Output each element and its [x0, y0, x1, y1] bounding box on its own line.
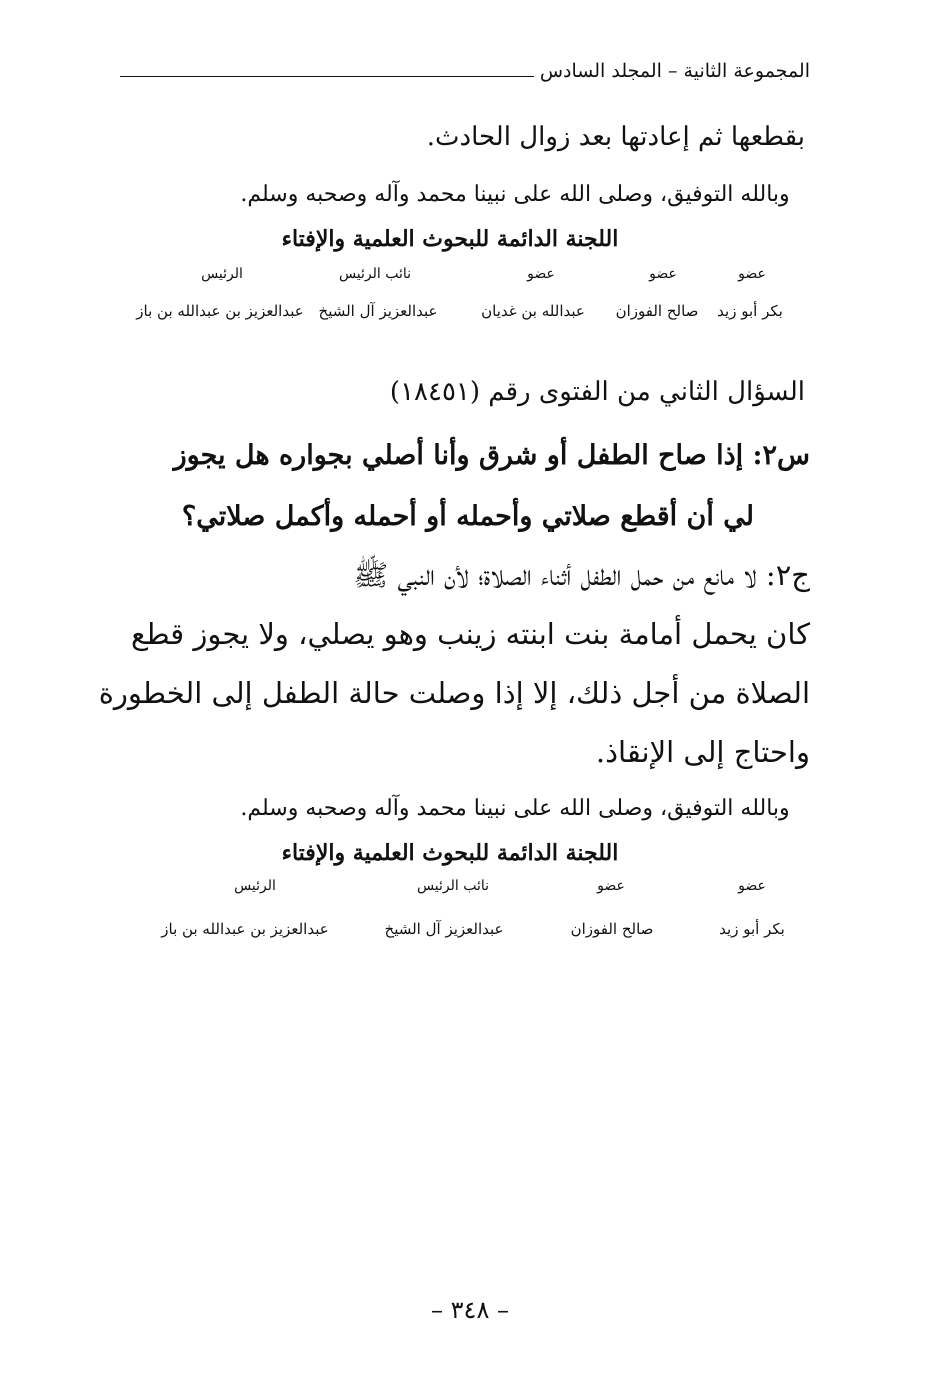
- fatwa2-answer-line-3: الصلاة من أجل ذلك، إلا إذا وصلت حالة الطفل إلى الخطورة: [98, 676, 810, 710]
- fatwa2-signatory-names: [0, 920, 940, 944]
- fatwa2-answer-line-2: كان يحمل أمامة بنت ابنته زينب وهو يصلي، ولا يجوز قطع: [131, 617, 810, 651]
- fatwa1-ending: وبالله التوفيق، وصلى الله على نبينا محمد وآله وصحبه وسلم.: [240, 182, 790, 207]
- fatwa2-role-2: عضو: [597, 878, 625, 894]
- fatwa2-name-2: صالح الفوزان: [570, 920, 654, 938]
- header-rule: [120, 76, 534, 77]
- fatwa1-role-3: عضو: [527, 266, 555, 282]
- fatwa2-question-line-2: لي أن أقطع صلاتي وأحمله أو أحمله وأكمل صلاتي؟: [181, 501, 754, 532]
- fatwa2-role-3: نائب الرئيس: [416, 878, 490, 894]
- fatwa2-heading: السؤال الثاني من الفتوى رقم (١٨٤٥١): [389, 377, 805, 407]
- fatwa1-signatory-names: [0, 302, 940, 326]
- fatwa1-name-4: عبدالعزيز آل الشيخ: [318, 302, 438, 320]
- fatwa2-signatory-roles: [0, 878, 940, 902]
- fatwa2-name-3: عبدالعزيز آل الشيخ: [384, 920, 504, 938]
- fatwa2-role-1: عضو: [738, 878, 766, 894]
- fatwa2-answer-line-4: واحتاج إلى الإنقاذ.: [595, 735, 810, 769]
- fatwa1-role-5: الرئيس: [201, 266, 243, 282]
- fatwa2-answer-line-1: ج٢: لا مانع من حمل الطفل أثناء الصلاة؛ لأن النبي ﷺ: [353, 558, 810, 592]
- fatwa2-role-4: الرئيس: [234, 878, 276, 894]
- fatwa1-name-2: صالح الفوزان: [615, 302, 699, 320]
- fatwa1-name-1: بكر أبو زيد: [717, 302, 783, 320]
- fatwa2-name-4: عبدالعزيز بن عبدالله بن باز: [161, 920, 329, 938]
- fatwa2-ending: وبالله التوفيق، وصلى الله على نبينا محمد وآله وصحبه وسلم.: [240, 796, 790, 821]
- fatwa1-signatory-roles: [0, 266, 940, 290]
- fatwa1-role-1: عضو: [738, 266, 766, 282]
- fatwa1-role-4: نائب الرئيس: [338, 266, 412, 282]
- fatwa1-name-5: عبدالعزيز بن عبدالله بن باز: [136, 302, 304, 320]
- fatwa1-name-3: عبدالله بن غديان: [481, 302, 585, 320]
- fatwa1-committee: اللجنة الدائمة للبحوث العلمية والإفتاء: [281, 226, 619, 252]
- fatwa1-role-2: عضو: [649, 266, 677, 282]
- page-number: – ٣٤٨ –: [431, 1296, 509, 1324]
- fatwa2-committee: اللجنة الدائمة للبحوث العلمية والإفتاء: [281, 840, 619, 866]
- fatwa2-question-line-1: س٢: إذا صاح الطفل أو شرق وأنا أصلي بجواره هل يجوز: [173, 440, 810, 471]
- fatwa1-closing-text: بقطعها ثم إعادتها بعد زوال الحادث.: [426, 122, 805, 152]
- header-title: المجموعة الثانية – المجلد السادس: [539, 60, 810, 82]
- fatwa2-name-1: بكر أبو زيد: [719, 920, 785, 938]
- running-header: [120, 60, 810, 82]
